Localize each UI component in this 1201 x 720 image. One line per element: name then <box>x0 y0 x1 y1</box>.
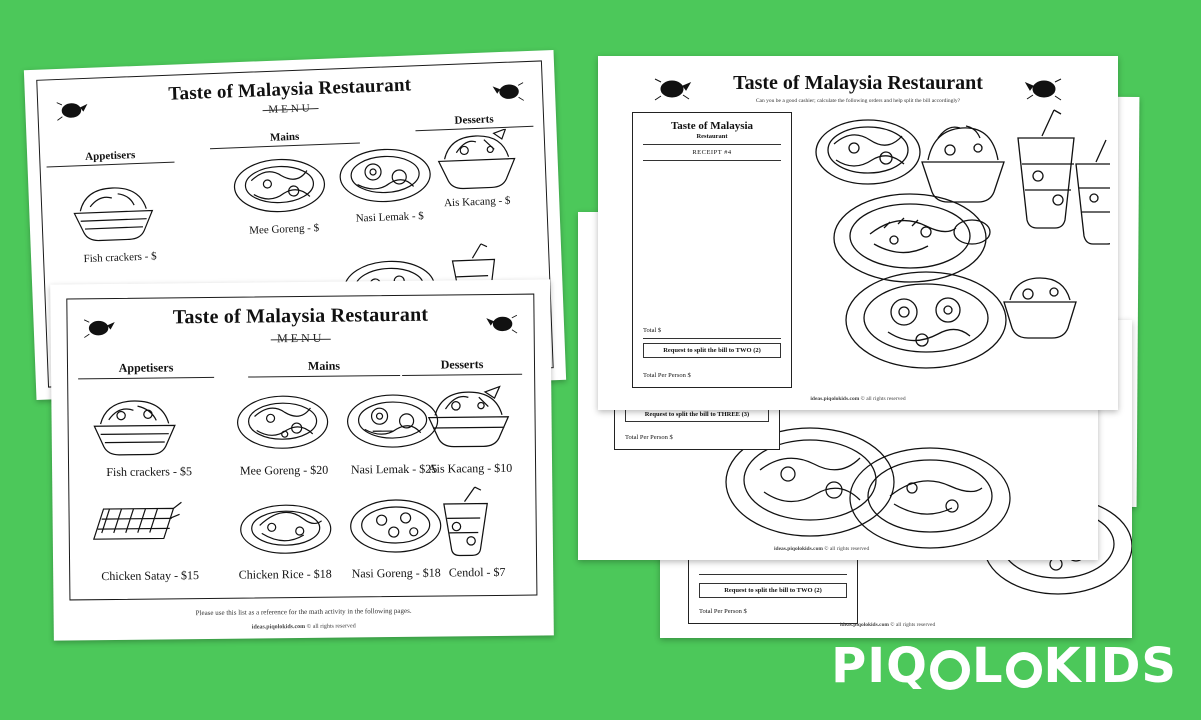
turtle-icon-blank-right <box>492 80 527 103</box>
menu-item-cendol: Cendol - $7 <box>448 564 506 580</box>
menu-priced-title: Taste of Malaysia Restaurant <box>172 303 429 329</box>
noodle-plate-icon-blank <box>230 154 328 216</box>
menu-item-mee-goreng: Mee Goreng - $20 <box>239 462 329 478</box>
menu-blank-category-desserts: Desserts <box>415 112 533 132</box>
worksheet-1-instruction: Can you be a good cashier; calculate the following orders and help split the bill accordingly? <box>755 98 961 104</box>
turtle-icon-blank-left <box>54 99 89 122</box>
brand-wordmark <box>831 638 1177 694</box>
receipt-1-divider-mid <box>643 160 781 161</box>
receipt-1-divider-bottom <box>643 338 781 339</box>
turtle-icon-left <box>652 76 692 102</box>
receipt-1-split-note: Request to split the bill to TWO (2) <box>643 343 781 358</box>
menu-blank-title: Taste of Malaysia Restaurant <box>168 74 412 105</box>
menu-blank-item-0: Fish crackers - $ <box>83 250 157 266</box>
receipt-1-divider-top <box>643 144 781 145</box>
menu-item-nasi-goreng: Nasi Goreng - $18 <box>351 565 441 581</box>
receipt-1-write-area[interactable] <box>643 165 781 327</box>
bowl-of-crackers-icon-blank <box>69 178 157 243</box>
menu-credit-text: ideas.piqolokids.com <box>251 623 306 631</box>
menu-item-nasi-lemak: Nasi Lemak - $25 <box>350 461 438 477</box>
credit-suffix-3: © all rights reserved <box>890 622 936 628</box>
menu-priced-category-desserts: Desserts <box>402 357 522 376</box>
shaved-ice-bowl-icon-blank <box>432 128 522 193</box>
menu-footnote: Please use this list as a reference for the math activity in the following pages. <box>195 606 412 618</box>
brand-part-3: KIDS <box>1043 638 1177 694</box>
receipt-1-title: Taste of Malaysia <box>670 120 754 132</box>
credit-text-1: ideas.piqolokids.com <box>810 396 860 402</box>
menu-item-chicken-satay: Chicken Satay - $15 <box>101 568 200 584</box>
receipt-1-per-person-label: Total Per Person $ <box>643 372 691 379</box>
credit-suffix-2: © all rights reserved <box>824 546 870 552</box>
turtle-icon-priced-right <box>485 313 519 335</box>
noodle-plate-icon <box>234 391 331 452</box>
shaved-ice-bowl-icon <box>422 385 515 452</box>
credit-line-1 <box>598 396 1118 402</box>
credit-text-2: ideas.piqolokids.com <box>774 546 823 552</box>
iced-drink-glass-icon <box>431 483 494 560</box>
bowl-of-crackers-icon <box>88 392 181 457</box>
food-illustrations-1 <box>804 104 1110 404</box>
receipt-2-split-note: Request to split the bill to THREE (3) <box>625 407 769 422</box>
worksheet-sheet-1 <box>598 56 1118 410</box>
menu-priced-category-mains: Mains <box>248 358 400 378</box>
satay-skewers-icon <box>87 494 184 557</box>
credit-text-3: ideas.piqolokids.com <box>840 622 889 628</box>
fried-rice-plate-icon <box>347 494 444 557</box>
menu-blank-item-1: Mee Goreng - $ <box>248 222 320 237</box>
menu-blank-category-mains: Mains <box>209 128 359 149</box>
menu-priced-category-appetisers: Appetisers <box>78 360 214 379</box>
receipt-3-per-person-label: Total Per Person $ <box>699 608 747 615</box>
receipt-1 <box>632 112 792 388</box>
receipt-1-subtitle: Restaurant <box>696 132 728 140</box>
menu-blank-item-3: Ais Kacang - $ <box>443 194 511 210</box>
menu-item-ais-kacang: Ais Kacang - $10 <box>427 460 513 476</box>
brand-o-ring-2 <box>1006 652 1042 688</box>
menu-priced-subtitle-text: MENU <box>276 330 325 346</box>
nasi-lemak-plate-icon-blank <box>336 144 434 206</box>
brand-part-1: PIQ <box>831 638 928 694</box>
credit-line-3 <box>840 622 935 628</box>
turtle-icon-right <box>1024 76 1064 102</box>
receipt-1-number: RECEIPT #4 <box>692 148 732 156</box>
menu-blank-category-appetisers: Appetisers <box>46 148 174 168</box>
menu-priced-subtitle <box>68 329 534 349</box>
menu-item-chicken-rice: Chicken Rice - $18 <box>238 566 332 582</box>
credit-line-2 <box>774 546 869 552</box>
credit-suffix-1: © all rights reserved <box>860 396 906 402</box>
worksheet-1-title: Taste of Malaysia Restaurant <box>733 72 983 94</box>
receipt-2-per-person-label: Total Per Person $ <box>625 434 673 441</box>
brand-part-2: L <box>971 638 1004 694</box>
menu-credit-suffix: © all rights reserved <box>306 623 356 630</box>
menu-item-fish-crackers: Fish crackers - $5 <box>106 464 192 480</box>
menu-priced-border <box>66 294 537 601</box>
receipt-1-total-label: Total $ <box>643 327 662 334</box>
turtle-icon-priced-left <box>81 317 115 339</box>
menu-sheet-priced <box>50 279 554 640</box>
menu-credit-line <box>54 621 554 632</box>
menu-blank-item-2: Nasi Lemak - $ <box>355 210 425 225</box>
chicken-rice-plate-icon <box>237 495 334 558</box>
brand-o-ring-1 <box>930 650 970 690</box>
menu-blank-subtitle-text: MENU <box>268 102 313 116</box>
receipt-3-split-note: Request to split the bill to TWO (2) <box>699 583 847 598</box>
receipt-3-divider <box>699 574 847 575</box>
